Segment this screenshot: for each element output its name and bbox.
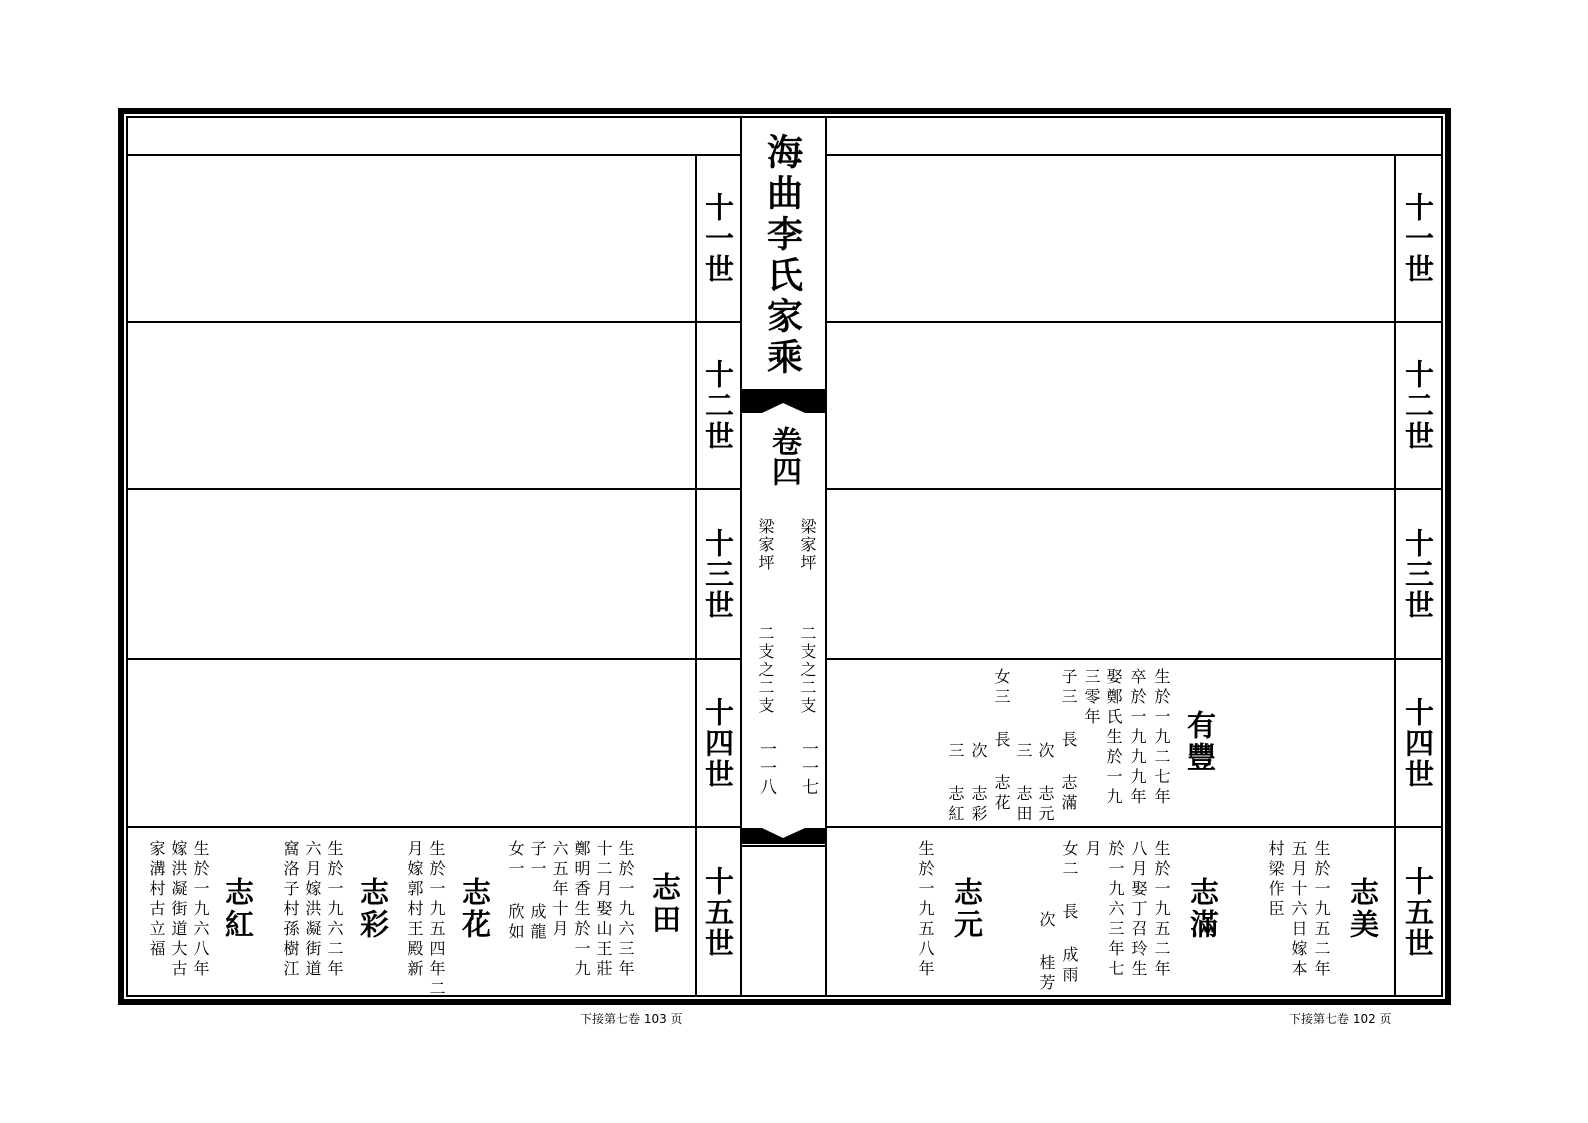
- person-info-line: 三 志紅: [946, 742, 965, 825]
- person-info-line: 月: [1083, 840, 1102, 860]
- person-info-line: 次 志彩: [969, 742, 988, 825]
- person-name-zhi-hua: 志花: [458, 877, 492, 941]
- person-info-line: 女一 欣如: [506, 840, 525, 943]
- person-name-you-feng: 有豐: [1183, 710, 1217, 774]
- right-gen-label: 十四世: [1401, 696, 1435, 790]
- person-info-line: 六五年十月: [550, 840, 569, 940]
- spine-bottom-line: [741, 845, 826, 847]
- person-info-line: 女二 長 成雨: [1060, 840, 1079, 986]
- person-info-line: 生於一九五四年二: [427, 840, 446, 1000]
- spine-left-place: 梁家坪: [756, 518, 775, 572]
- person-name-zhi-mei: 志美: [1346, 877, 1380, 941]
- spine-fishtail-top: [741, 391, 826, 419]
- person-info-line: 生於一九五二年: [1152, 840, 1171, 980]
- person-info-line: 於一九六三年七: [1106, 840, 1125, 980]
- left-gen-label: 十五世: [701, 865, 735, 959]
- spine-left-line: [740, 117, 742, 996]
- left-row-line: [127, 321, 740, 323]
- person-name-zhi-hong: 志紅: [221, 877, 255, 941]
- person-info-line: 生於一九六八年: [191, 840, 210, 980]
- person-name-zhi-cai: 志彩: [356, 877, 390, 941]
- person-info-line: 娶鄭氏生於一九: [1104, 668, 1123, 808]
- right-row-line: [826, 658, 1441, 660]
- person-info-line: 生於一九五八年: [916, 840, 935, 980]
- person-info-line: 村梁作臣: [1266, 840, 1285, 920]
- spine-title: 海曲李氏家乘: [761, 133, 804, 379]
- left-row-line: [127, 658, 740, 660]
- right-row-line: [826, 488, 1441, 490]
- spine-right-page: 一一七: [798, 740, 818, 797]
- person-name-zhi-tian: 志田: [648, 872, 682, 936]
- person-info-line: 卒於一九九九年: [1128, 668, 1147, 808]
- spine-right-place: 梁家坪: [798, 518, 817, 572]
- person-info-line: 六月嫁洪凝街道: [303, 840, 322, 980]
- right-row-line: [826, 321, 1441, 323]
- left-page-footer: 下接第七卷 103 页: [580, 1012, 683, 1026]
- person-info-line: 嫁洪凝街道大古: [169, 840, 188, 980]
- person-info-line: 三 志田: [1014, 742, 1033, 825]
- left-gen-label: 十一世: [701, 192, 735, 285]
- left-gen-label: 十三世: [701, 527, 735, 621]
- person-info-line: 鄭明香生於一九: [572, 840, 591, 980]
- person-info-line: 次 志元: [1036, 742, 1055, 825]
- spine-left-branch: 二支之二支: [756, 625, 775, 715]
- person-info-line: 生於一九六二年: [325, 840, 344, 980]
- right-gen-label: 十三世: [1401, 527, 1435, 621]
- spine-fishtail-bottom: [741, 824, 826, 844]
- person-info-line: 五月十六日嫁本: [1289, 840, 1308, 980]
- person-name-zhi-yuan: 志元: [950, 877, 984, 941]
- person-info-line: 生於一九二七年: [1152, 668, 1171, 808]
- left-row-line: [127, 826, 740, 828]
- person-info-line: 次 桂芳: [1037, 911, 1056, 994]
- right-row-line: [826, 826, 1441, 828]
- right-page-footer: 下接第七卷 102 页: [1289, 1012, 1392, 1026]
- left-gen-label: 十二世: [701, 359, 735, 452]
- person-info-line: 生於一九六三年: [616, 840, 635, 980]
- person-info-line: 三零年: [1082, 668, 1101, 728]
- left-row-line: [127, 488, 740, 490]
- spine-volume: 卷四: [766, 426, 801, 486]
- left-gen-label: 十四世: [701, 696, 735, 790]
- right-gen-label: 十五世: [1401, 865, 1435, 959]
- spine-left-page: 一一八: [756, 740, 776, 797]
- left-header-line: [127, 154, 740, 156]
- right-gen-label: 十二世: [1401, 359, 1435, 452]
- person-info-line: 家溝村古立福: [147, 840, 166, 960]
- right-header-line: [826, 154, 1441, 156]
- person-info-line: 窩洛子村孫樹江: [281, 840, 300, 980]
- spine-right-branch: 二支之二支: [798, 625, 817, 715]
- person-info-line: 十二月娶山王莊: [594, 840, 613, 980]
- right-gen-label: 十一世: [1401, 192, 1435, 285]
- person-info-line: 月嫁郭村王殿新: [405, 840, 424, 980]
- person-name-zhi-man: 志滿: [1186, 877, 1220, 941]
- person-info-line: 女三 長 志花: [992, 668, 1011, 814]
- person-info-line: 八月娶丁召玲生: [1129, 840, 1148, 980]
- spine-right-line: [825, 117, 827, 996]
- person-info-line: 子三 長 志滿: [1059, 668, 1078, 814]
- person-info-line: 子一 成龍: [528, 840, 547, 943]
- person-info-line: 生於一九五二年: [1312, 840, 1331, 980]
